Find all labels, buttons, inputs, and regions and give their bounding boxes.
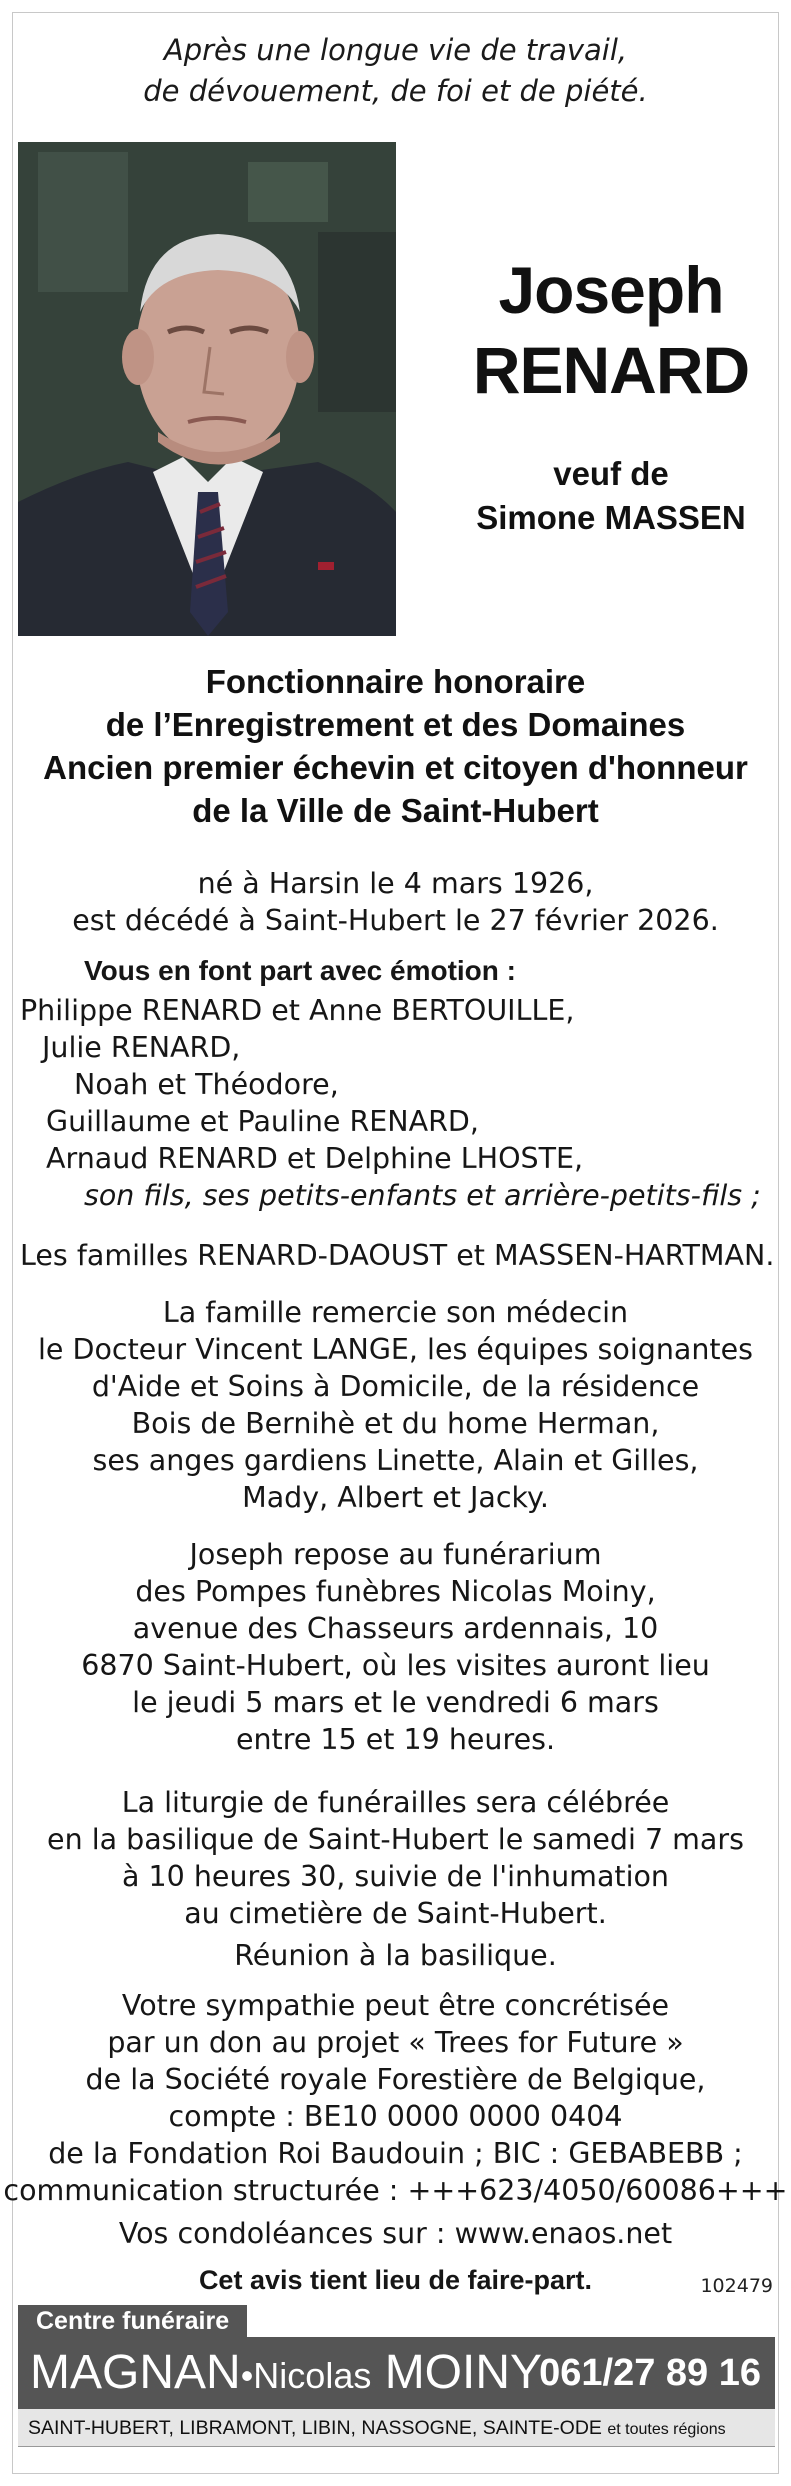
thanks-line: Bois de Bernihè et du home Herman, [131,1407,660,1440]
footer-brand-band [18,2337,775,2409]
birth-death [0,865,791,939]
liturgy-line: La liturgie de funérailles sera célébrée [121,1786,670,1819]
rest-line: Joseph repose au funérarium [189,1538,602,1571]
death-line: est décédé à Saint-Hubert le 27 février 2026. [72,904,719,937]
brand-first-name: Nicolas [253,2355,372,2396]
portrait-illustration [18,142,396,636]
title-line: de la Ville de Saint-Hubert [192,792,599,829]
liturgy-line: en la basilique de Saint-Hubert le samedi 7 mars [47,1823,744,1856]
title-line: Fonctionnaire honoraire [205,663,586,700]
donation-line: de la Société royale Forestière de Belgique, [85,2063,706,2096]
footer-towns [18,2409,775,2447]
meeting-line: Réunion à la basilique. [234,1939,557,1972]
donation-line: communication structurée : +++623/4050/60086+++ [3,2174,788,2207]
tagline [0,30,791,112]
towns-suffix: et toutes régions [607,2421,726,2438]
rest-line: des Pompes funèbres Nicolas Moiny, [135,1575,656,1608]
family-member: Arnaud RENARD et Delphine LHOSTE, [46,1142,584,1175]
family-member: Julie RENARD, [42,1031,241,1064]
family-member: Philippe RENARD et Anne BERTOUILLE, [20,994,575,1027]
announce-line: Vous en font part avec émotion : [84,955,516,986]
deceased-name [466,250,756,410]
liturgy-line: à 10 heures 30, suivie de l'inhumation [122,1860,669,1893]
donation-paragraph [0,1987,791,2209]
liturgy-line: au cimetière de Saint-Hubert. [184,1897,607,1930]
spouse-name: Simone MASSEN [476,499,746,536]
title-line: de l’Enregistrement et des Domaines [105,706,686,743]
footer-phone: 061/27 89 16 [539,2352,761,2394]
reference-number: 102479 [700,2275,773,2297]
rest-line: avenue des Chasseurs ardennais, 10 [132,1612,659,1645]
family-member: Guillaume et Pauline RENARD, [46,1105,479,1138]
liturgy-paragraph [0,1784,791,1932]
thanks-paragraph [0,1294,791,1516]
family-member: Noah et Théodore, [74,1068,339,1101]
condolences-link: Vos condoléances sur : www.enaos.net [118,2217,673,2250]
thanks-line: ses anges gardiens Linette, Alain et Gilles, [92,1444,699,1477]
funeral-home-footer [18,2305,775,2467]
rest-line: 6870 Saint-Hubert, où les visites auront lieu [81,1649,710,1682]
birth-line: né à Harsin le 4 mars 1926, [197,867,594,900]
family-relation: son fils, ses petits-enfants et arrière-petits-fils ; [84,1179,761,1212]
honorary-titles [0,660,791,832]
tagline-line: Après une longue vie de travail, [163,33,628,67]
brand-main: MAGNAN [30,2346,241,2399]
brand-last-name: MOINY [384,2346,543,2399]
rest-line: entre 15 et 19 heures. [235,1723,556,1756]
footer-label: Centre funéraire [18,2305,247,2337]
last-name: RENARD [472,333,750,407]
thanks-line: La famille remercie son médecin [162,1296,629,1329]
donation-line: de la Fondation Roi Baudouin ; BIC : GEBABEBB ; [48,2137,743,2170]
spouse-relation: veuf de [553,455,669,492]
tagline-line: de dévouement, de foi et de piété. [143,74,648,108]
first-name: Joseph [498,253,724,327]
donation-line: Votre sympathie peut être concrétisée [121,1989,670,2022]
thanks-line: le Docteur Vincent LANGE, les équipes soignantes [38,1333,753,1366]
closing-line: Cet avis tient lieu de faire-part. [198,2265,593,2295]
thanks-line: d'Aide et Soins à Domicile, de la résidence [91,1370,700,1403]
title-line: Ancien premier échevin et citoyen d'honneur [43,749,748,786]
brand-separator: • [240,2355,254,2396]
thanks-line: Mady, Albert et Jacky. [242,1481,549,1514]
rest-line: le jeudi 5 mars et le vendredi 6 mars [132,1686,659,1719]
towns-list: SAINT-HUBERT, LIBRAMONT, LIBIN, NASSOGNE, SAINTE-ODE [28,2417,602,2439]
donation-line: compte : BE10 0000 0000 0404 [168,2100,623,2133]
spouse-info [436,452,786,540]
footer-brand [30,2343,542,2406]
donation-line: par un don au projet « Trees for Future » [107,2026,684,2059]
rest-paragraph [0,1536,791,1758]
families-line: Les familles RENARD-DAOUST et MASSEN-HARTMAN. [20,1239,775,1272]
portrait-photo [18,142,396,636]
